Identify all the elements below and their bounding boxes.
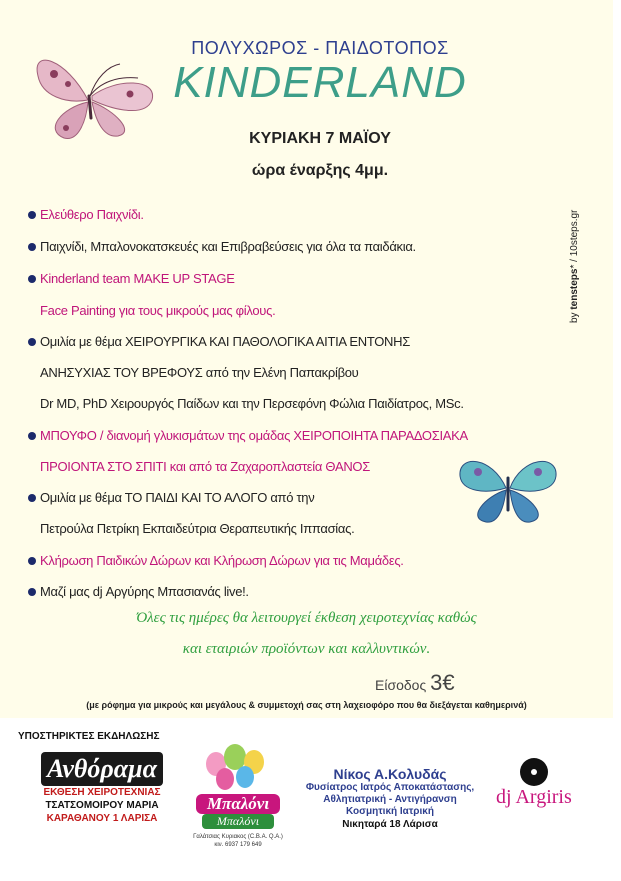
balloon-owner: Γαλάτσιας Κυριακος (C.B.A. Q.A.) (193, 834, 283, 840)
design-credit (569, 210, 580, 323)
balloon-icon (216, 768, 234, 790)
program-line: Πετρούλα Πετρίκη Εκπαιδεύτρια Θεραπευτικής Ιππασίας. (40, 521, 355, 536)
sponsor-anthorama (22, 752, 182, 825)
exhibition-note: Όλες τις ημέρες θα λειτουργεί έκθεση χειροτεχνίας καθώς (136, 610, 477, 626)
program-line: Κλήρωση Παιδικών Δώρων και Κλήρωση Δώρων για τις Μαμάδες. (40, 553, 404, 568)
program-line: Ομιλία με θέμα ΧΕΙΡΟΥΡΓΙΚΑ ΚΑΙ ΠΑΘΟΛΟΓΙΚΑ ΑΙΤΙΑ ΕΝΤΟΝΗΣ (40, 334, 410, 349)
physio-address: Νικηταρά 18 Λάρισα (342, 819, 438, 830)
program-line: ΠΡΟΙΟΝΤΑ ΣΤΟ ΣΠΙΤΙ και από τα Ζαχαροπλαστεία ΘΑΝΟΣ (40, 459, 370, 474)
anthorama-line: ΕΚΘΕΣΗ ΧΕΙΡΟΤΕΧΝΙΑΣ (43, 787, 161, 798)
venue-title: KINDERLAND (173, 58, 467, 107)
balloon-phone: κιν. 6937 179 649 (214, 842, 262, 848)
entry-note: (με ρόφημα για μικρούς και μεγάλους & συμμετοχή σας στη λαχειοφόρο που θα διεξάγεται καθημερινά) (86, 700, 527, 710)
physio-line: Φυσίατρος Ιατρός Αποκατάστασης, (305, 782, 475, 793)
pink-butterfly-icon (26, 38, 166, 148)
sponsor-physio (300, 766, 480, 831)
event-time: ώρα έναρξης 4μμ. (251, 162, 389, 179)
exhibition-note: και εταιριών προϊόντων και καλλυντικών. (182, 641, 431, 657)
venue-subtitle: ΠΟΛΥΧΩΡΟΣ - ΠΑΙΔΟΤΟΠΟΣ (191, 38, 449, 58)
physio-name: Νίκος Α.Κολυδάς (333, 766, 447, 782)
program-line: ΜΠΟΥΦΟ / διανομή γλυκισμάτων της ομάδας ΧΕΙΡΟΠΟΙΗΤΑ ΠΑΡΑΔΟΣΙΑΚΑ (40, 428, 468, 443)
entry-price: 3€ (430, 670, 455, 695)
program-line: Ελεύθερο Παιχνίδι. (40, 207, 144, 222)
program-line: Παιχνίδι, Μπαλονοκατσκευές και Επιβραβεύσεις για όλα τα παιδάκια. (40, 239, 416, 254)
physio-line: Αθλητιατρική - Αντιγήρανση (323, 794, 457, 805)
sponsors-label: ΥΠΟΣΤΗΡΙΚΤΕΣ ΕΚΔΗΛΩΣΗΣ (18, 731, 160, 742)
anthorama-logo: Ανθόραμα (41, 752, 163, 786)
vinyl-disc-icon (520, 758, 548, 786)
blue-butterfly-icon (452, 448, 564, 530)
balloon-logo-bottom: Μπαλόνι (202, 814, 274, 829)
entry-label: Είσοδος (375, 677, 427, 693)
program-line: Kinderland team MAKE UP STAGE (40, 271, 235, 286)
program-line: Μαζί μας dj Αργύρης Μπασιανάς live!. (40, 584, 249, 599)
credit-prefix: by (569, 309, 580, 323)
credit-suffix: * / 10steps.gr (569, 209, 580, 269)
anthorama-line: ΤΣΑΤΣΟΜΟΙΡΟΥ ΜΑΡΙΑ (45, 800, 159, 811)
entry-fee (375, 670, 455, 696)
dj-logo: dj Argiris (496, 786, 572, 808)
physio-line: Κοσμητική Ιατρική (346, 806, 434, 817)
program-line: Ομιλία με θέμα ΤΟ ΠΑΙΔΙ ΚΑΙ ΤΟ ΑΛΟΓΟ από την (40, 490, 315, 505)
anthorama-line: ΚΑΡΑΘΑΝΟΥ 1 ΛΑΡΙΣΑ (46, 813, 158, 824)
credit-brand: tensteps (569, 268, 580, 310)
balloon-icon (236, 766, 254, 788)
program-line: Face Painting για τους μικρούς μας φίλους. (40, 303, 276, 318)
sponsor-balloons (193, 742, 283, 850)
event-date: ΚΥΡΙΑΚΗ 7 ΜΑΪΟΥ (249, 130, 391, 147)
program-line: ΑΝΗΣΥΧΙΑΣ ΤΟΥ ΒΡΕΦΟΥΣ από την Ελένη Παπακρίβου (40, 365, 359, 380)
program-line: Dr MD, PhD Χειρουργός Παίδων και την Περσεφόνη Φώλια Παιδίατρος, MSc. (40, 396, 464, 411)
balloon-logo-top: Μπαλόνι (196, 794, 280, 814)
